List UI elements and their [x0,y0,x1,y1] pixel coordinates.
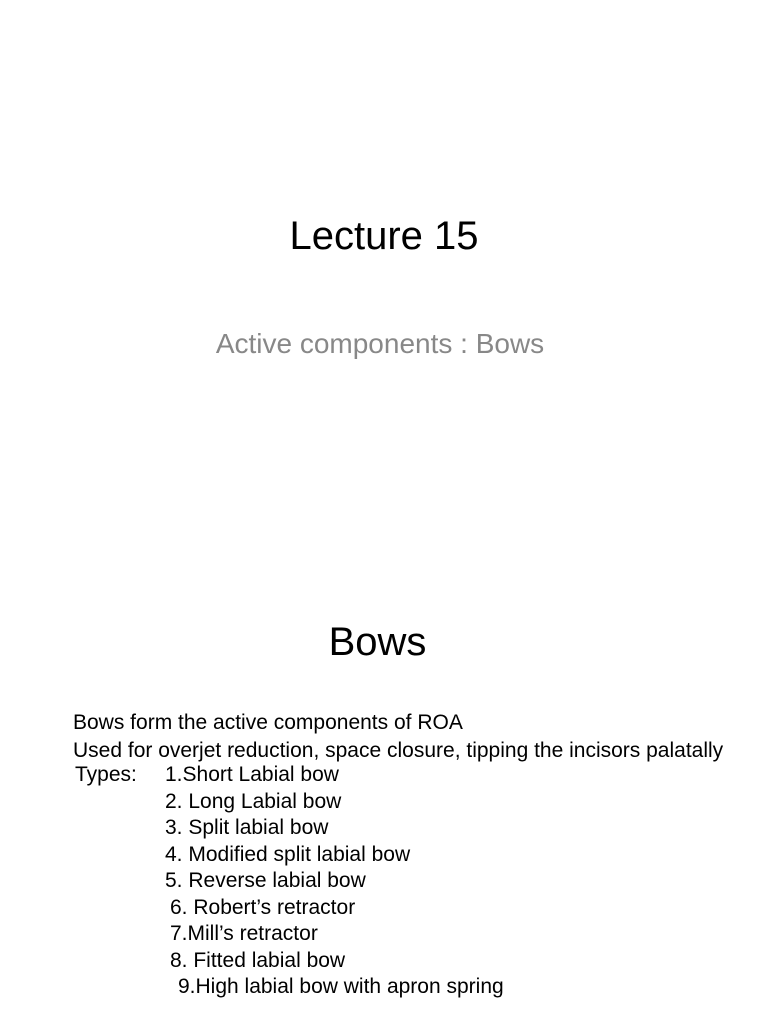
list-item: 1.Short Labial bow [165,763,339,786]
list-item: 9.High labial bow with apron spring [178,975,504,998]
body-line-2: Used for overjet reduction, space closure, tipping the incisors palatally [73,739,724,762]
list-item: 5. Reverse labial bow [165,869,366,892]
list-item: 3. Split labial bow [165,816,329,839]
list-item: 7.Mill’s retractor [170,922,318,945]
body-line-1: Bows form the active components of ROA [73,711,463,734]
types-label: Types: [75,763,137,786]
lecture-title: Lecture 15 [289,214,479,258]
slide-bows [0,576,768,1024]
lecture-subtitle: Active components : Bows [215,328,545,359]
list-item: 2. Long Labial bow [165,789,342,813]
list-item: 8. Fitted labial bow [170,948,346,972]
list-item: 6. Robert’s retractor [170,895,356,919]
types-list [165,762,733,1001]
types-row [73,762,733,1001]
bows-title: Bows [328,620,427,664]
bows-body [73,710,733,1001]
list-item: 4. Modified split labial bow [165,842,411,866]
